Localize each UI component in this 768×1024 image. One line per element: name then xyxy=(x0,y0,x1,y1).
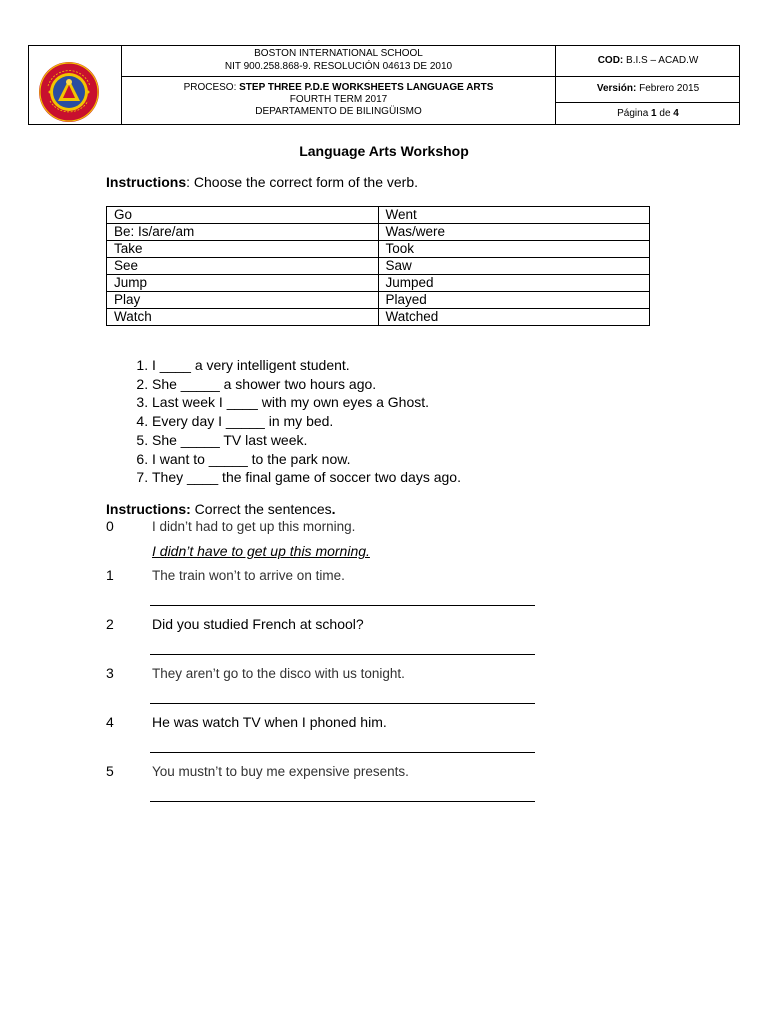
instructions-1 xyxy=(106,174,418,190)
item-sentence: Did you studied French at school? xyxy=(152,616,364,632)
cod-value: B.I.S – ACAD.W xyxy=(626,55,699,66)
item-number: 5 xyxy=(106,763,114,779)
verb-past: Went xyxy=(378,207,650,224)
exercise-item: 2. She _____ a shower two hours ago. xyxy=(152,375,461,394)
instructions-label: Instructions: xyxy=(106,501,191,517)
version-line xyxy=(556,83,740,94)
proceso-value: STEP THREE P.D.E WORKSHEETS LANGUAGE ARTS xyxy=(239,82,494,93)
verb-base: Go xyxy=(107,207,379,224)
instructions-text: : Choose the correct form of the verb. xyxy=(186,174,419,190)
verb-base: Jump xyxy=(107,275,379,292)
department: DEPARTAMENTO DE BILINGÜISMO xyxy=(255,106,422,117)
page-of: de xyxy=(659,108,671,119)
example-number: 0 xyxy=(106,518,114,534)
cod-line xyxy=(556,55,740,66)
school-name: BOSTON INTERNATIONAL SCHOOL xyxy=(254,48,423,59)
verb-row xyxy=(107,207,650,224)
answer-line[interactable] xyxy=(150,703,535,704)
example-answer: I didn’t have to get up this morning. xyxy=(152,543,370,559)
verb-row xyxy=(107,275,650,292)
verb-past: Saw xyxy=(378,258,650,275)
item-number: 1 xyxy=(106,567,114,583)
verb-past: Took xyxy=(378,241,650,258)
school-nit: NIT 900.258.868-9. RESOLUCIÓN 04613 DE 2010 xyxy=(224,61,453,72)
verb-base: Play xyxy=(107,292,379,309)
cod-label: COD: xyxy=(597,55,624,66)
verb-row xyxy=(107,258,650,275)
header-divider xyxy=(555,102,740,103)
verb-base: Watch xyxy=(107,309,379,326)
item-number: 2 xyxy=(106,616,114,632)
item-number: 4 xyxy=(106,714,114,730)
item-sentence: The train won’t to arrive on time. xyxy=(152,568,345,583)
item-sentence: They aren’t go to the disco with us tonight. xyxy=(152,666,405,681)
document-header xyxy=(28,45,740,125)
exercise-item: 6. I want to _____ to the park now. xyxy=(152,450,461,469)
version-value: Febrero 2015 xyxy=(639,83,700,94)
exercise-item: 7. They ____ the final game of soccer two days ago. xyxy=(152,468,461,487)
page-total: 4 xyxy=(673,108,679,119)
verb-row xyxy=(107,309,650,326)
item-number: 3 xyxy=(106,665,114,681)
exercise-list xyxy=(130,356,461,487)
header-divider xyxy=(121,76,740,77)
version-label: Versión: xyxy=(596,83,637,94)
verb-past: Watched xyxy=(378,309,650,326)
item-sentence: You mustn’t to buy me expensive presents. xyxy=(152,764,409,779)
school-logo xyxy=(38,61,100,123)
instructions-2 xyxy=(106,501,336,517)
exercise-item: 4. Every day I _____ in my bed. xyxy=(152,412,461,431)
instructions-text: Correct the sentences xyxy=(194,501,332,517)
verb-base: Take xyxy=(107,241,379,258)
verb-past: Was/were xyxy=(378,224,650,241)
item-sentence: He was watch TV when I phoned him. xyxy=(152,714,387,730)
exercise-item: 1. I ____ a very intelligent student. xyxy=(152,356,461,375)
verb-base: See xyxy=(107,258,379,275)
verb-row xyxy=(107,241,650,258)
verb-table xyxy=(106,206,650,326)
worksheet-title: Language Arts Workshop xyxy=(299,143,469,159)
exercise-item: 3. Last week I ____ with my own eyes a Ghost. xyxy=(152,393,461,412)
example-sentence: I didn’t had to get up this morning. xyxy=(152,519,356,534)
answer-line[interactable] xyxy=(150,752,535,753)
verb-past: Jumped xyxy=(378,275,650,292)
verb-base: Be: Is/are/am xyxy=(107,224,379,241)
proceso-label: PROCESO: xyxy=(183,82,237,93)
answer-line[interactable] xyxy=(150,654,535,655)
exercise-item: 5. She _____ TV last week. xyxy=(152,431,461,450)
instructions-period: . xyxy=(331,501,336,517)
verb-row xyxy=(107,224,650,241)
verb-past: Played xyxy=(378,292,650,309)
verb-row xyxy=(107,292,650,309)
page-current: 1 xyxy=(651,108,657,119)
page-indicator xyxy=(556,108,740,119)
answer-line[interactable] xyxy=(150,605,535,606)
proceso-line xyxy=(122,82,555,93)
answer-line[interactable] xyxy=(150,801,535,802)
instructions-label: Instructions xyxy=(106,174,187,190)
page-prefix: Página xyxy=(617,108,649,119)
term: FOURTH TERM 2017 xyxy=(289,94,388,105)
